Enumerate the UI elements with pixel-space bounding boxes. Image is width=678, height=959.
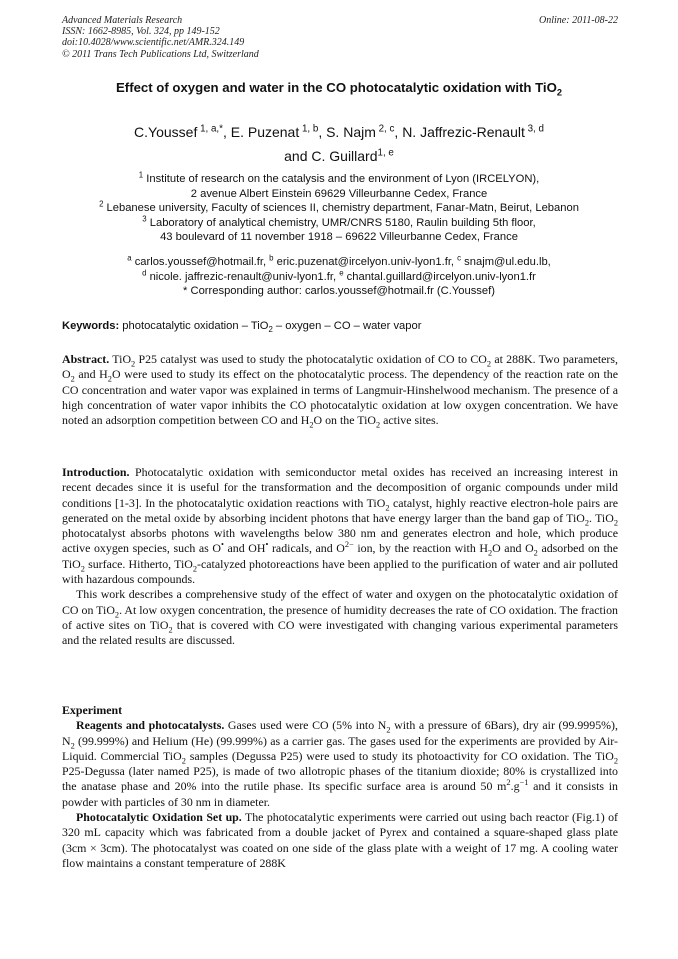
author-name: C.Youssef — [134, 124, 198, 140]
journal-header — [62, 15, 618, 60]
text: and H — [74, 367, 108, 382]
author-affiliation-mark: 1, e — [377, 147, 394, 159]
author-list — [40, 120, 638, 168]
email-mark: b — [269, 253, 274, 263]
title-subscript: 2 — [556, 87, 562, 98]
text: that is covered with CO were investigated with changing various experimental parameters and the related results are discussed. — [62, 617, 618, 648]
keywords-text: – oxygen – CO – water vapor — [272, 320, 422, 332]
text: . At low oxygen concentration, the presence of humidity decreases the rate of CO oxidation. The fraction of active sites on TiO — [62, 602, 618, 632]
subscript: 2 — [533, 548, 538, 558]
subscript: 2 — [613, 518, 618, 528]
text: P25 catalyst was used to study the photocatalytic oxidation of CO to CO — [135, 352, 487, 366]
text: with a pressure of 6Bars), dry air (99.9995%), N — [62, 718, 618, 748]
text: surface. Hitherto, TiO — [84, 556, 193, 571]
subscript: 2 — [80, 564, 85, 574]
author-affiliation-mark: 2, c — [375, 123, 395, 135]
email-b: eric.puzenat@ircelyon.univ-lyon1.fr, — [276, 256, 455, 268]
setup-label: Photocatalytic Oxidation Set up. — [76, 810, 242, 825]
author-line-2 — [40, 144, 638, 168]
introduction-paragraph-2 — [62, 587, 618, 648]
subscript: 2 — [309, 420, 314, 430]
affiliation-3-address: 43 boulevard of 11 november 1918 – 69622 Villeurbanne Cedex, France — [160, 231, 518, 244]
text: P25-Degussa (later named P25), is made of two allotropic phases of the titanium dioxide; 80% is crystallized into the anatase phase and 20% into the rutile phase. Its specific surface area is around 50 m — [62, 764, 618, 794]
author-emails — [40, 255, 638, 299]
email-mark: d — [142, 267, 147, 277]
author-conjunction: and — [284, 148, 312, 164]
text: This work describes a comprehensive study of the effect of water and oxygen on the photocatalytic oxidation of CO on TiO — [62, 587, 618, 617]
affiliation-text: Laboratory of analytical chemistry, UMR/CNRS 5180, Raulin building 5th floor, — [146, 216, 536, 229]
radical-mark: • — [220, 540, 224, 550]
affiliation-text: Institute of research on the catalysis and the environment of Lyon (IRCELYON), — [143, 173, 540, 185]
introduction-label: Introduction. — [62, 465, 130, 479]
subscript: 2 — [168, 625, 173, 635]
affiliation-1 — [40, 172, 638, 187]
subscript: 2 — [70, 740, 75, 750]
subscript: 2 — [107, 374, 112, 384]
author-name: E. Puzenat — [230, 124, 300, 140]
author-separator: , — [318, 124, 327, 140]
affiliation-1-address: 2 avenue Albert Einstein 69629 Villeurbanne Cedex, France — [190, 187, 488, 200]
affiliation-mark: 3 — [142, 214, 147, 224]
text: samples (Degussa P25) were used to study its photoactivity for CO oxidation. The TiO — [185, 748, 614, 763]
text: Photocatalytic oxidation with semiconductor metal oxides has received an increasing interest in recent decades since it is useful for the transformation and the decomposition of organic compounds under mild conditions [1-3]. In the photocatalytic oxidation reactions with TiO — [62, 465, 618, 510]
affiliation-2 — [40, 201, 638, 216]
subscript: 2 — [268, 325, 273, 335]
email-c: snajm@ul.edu.lb, — [464, 256, 551, 268]
journal-name: Advanced Materials Research — [62, 15, 183, 26]
email-mark: c — [457, 253, 462, 263]
journal-copyright: © 2011 Trans Tech Publications Ltd, Switzerland — [62, 48, 259, 60]
email-d: nicole. jaffrezic-renault@univ-lyon1.fr, — [149, 270, 337, 283]
subscript: 2 — [486, 359, 492, 369]
abstract-paragraph — [62, 352, 618, 428]
subscript: 2 — [375, 420, 381, 430]
author-affiliation-mark: 3, d — [524, 123, 544, 135]
experiment — [62, 703, 618, 871]
radical-mark: • — [265, 540, 269, 550]
superscript: −1 — [519, 778, 529, 788]
charge-mark: 2− — [344, 540, 354, 550]
subscript: 2 — [131, 359, 136, 369]
section-heading: Experiment — [62, 703, 123, 717]
email-e: chantal.guillard@ircelyon.univ-lyon1.fr — [346, 270, 536, 283]
text: and it consists in powder with particles of 30 nm in diameter. — [62, 779, 618, 809]
abstract — [62, 352, 618, 428]
text: O were used to study its effect on the photocatalytic process. The dependency of the reaction rate on the CO concentration and water vapor was explained in terms of Langmuir-Hinshelwood mechanism. The presence of a high concentration of water vapor inhibits the CO photocatalytic oxidation at low oxygen concentration. We have noted an adsorption competition between CO and H — [62, 367, 618, 428]
keywords-text: photocatalytic oxidation – TiO — [119, 320, 269, 332]
text: O and O — [492, 541, 534, 556]
text: ion, by the reaction with H — [353, 541, 488, 556]
reagents-paragraph — [62, 718, 618, 810]
text: adsorbed on the TiO — [62, 541, 618, 571]
author-affiliation-mark: 1, a,* — [197, 123, 223, 135]
subscript: 2 — [386, 725, 391, 735]
corresponding-author: * Corresponding author: carlos.youssef@hotmail.fr (C.Youssef) — [183, 285, 495, 298]
subscript: 2 — [487, 548, 493, 558]
superscript: 2 — [506, 778, 511, 788]
author-name: S. Najm — [326, 124, 376, 140]
affiliation-mark: 2 — [99, 199, 104, 209]
subscript: 2 — [114, 610, 120, 620]
subscript: 2 — [613, 756, 618, 766]
text: radicals, and O — [268, 541, 345, 556]
journal-doi: doi:10.4028/www.scientific.net/AMR.324.149 — [62, 37, 245, 49]
online-date: Online: 2011-08-22 — [539, 15, 618, 26]
introduction-paragraph — [62, 465, 618, 587]
email-mark: e — [339, 267, 344, 277]
text: (99.999%) and Helium (He) (99.999%) as a carrier gas. The gases used for the experiments are provided by Air-Liquid. Commercial TiO — [62, 733, 618, 763]
journal-issn: ISSN: 1662-8985, Vol. 324, pp 149-152 — [62, 26, 220, 38]
email-mark: a — [127, 253, 132, 263]
text: TiO — [109, 352, 132, 366]
author-separator: , — [222, 124, 231, 140]
abstract-label: Abstract. — [62, 352, 110, 366]
text: O on the TiO — [313, 413, 376, 428]
text: active sites. — [380, 413, 439, 428]
author-name: C. Guillard — [311, 148, 378, 164]
reagents-label: Reagents and photocatalysts. — [76, 718, 225, 733]
affiliation-text: Lebanese university, Faculty of sciences II, chemistry department, Fanar-Matn, Beirut, Lebanon — [103, 202, 579, 215]
text: .g — [510, 779, 520, 794]
subscript: 2 — [385, 502, 390, 512]
experiment-heading — [62, 703, 618, 718]
title-text: Effect of oxygen and water in the CO photocatalytic oxidation with TiO — [116, 80, 557, 95]
subscript: 2 — [70, 374, 75, 384]
text: at 288K. Two parameters, O — [62, 352, 618, 382]
author-separator: , — [394, 124, 403, 140]
subscript: 2 — [181, 756, 186, 766]
keywords — [62, 320, 618, 335]
text: photocatalyst absorbs photons with wavelengths below 380 nm and generates electron and hole, which produce active oxygen species, such as O — [62, 526, 618, 556]
text: Gases used were CO (5% into N — [224, 718, 387, 733]
email-line-2 — [40, 267, 638, 285]
subscript: 2 — [584, 518, 590, 528]
affiliations — [40, 172, 638, 245]
text: The photocatalytic experiments were carried out using bach reactor (Fig.1) of 320 mL capacity which was fabricated from a double jacket of Pyrex and contained a square-shaped glass plate (3cm × 3cm). The photocatalyst was coated on one side of the glass plate with a weight of 17 mg. A cooling water flow maintains a constant temperature of 288K — [62, 810, 618, 870]
text: catalyst, highly reactive electron-hole pairs are generated on the metal oxide by absorbing incident photons that have energy larger than the band gap of TiO — [62, 495, 618, 525]
author-line-1 — [40, 120, 638, 144]
email-a: carlos.youssef@hotmail.fr, — [134, 256, 267, 268]
author-name: N. Jaffrezic-Renault — [402, 124, 525, 140]
text: . TiO — [589, 510, 614, 525]
affiliation-3 — [40, 216, 638, 231]
paper-title — [40, 80, 638, 98]
text: and OH — [223, 541, 266, 556]
author-affiliation-mark: 1, b — [299, 123, 319, 135]
keywords-label: Keywords: — [62, 320, 120, 332]
introduction — [62, 465, 618, 649]
setup-paragraph — [62, 810, 618, 871]
affiliation-mark: 1 — [138, 170, 144, 180]
text: -catalyzed photoreactions have been applied to the purification of water and air polluted with hazardous compounds. — [62, 556, 618, 587]
subscript: 2 — [192, 564, 198, 574]
